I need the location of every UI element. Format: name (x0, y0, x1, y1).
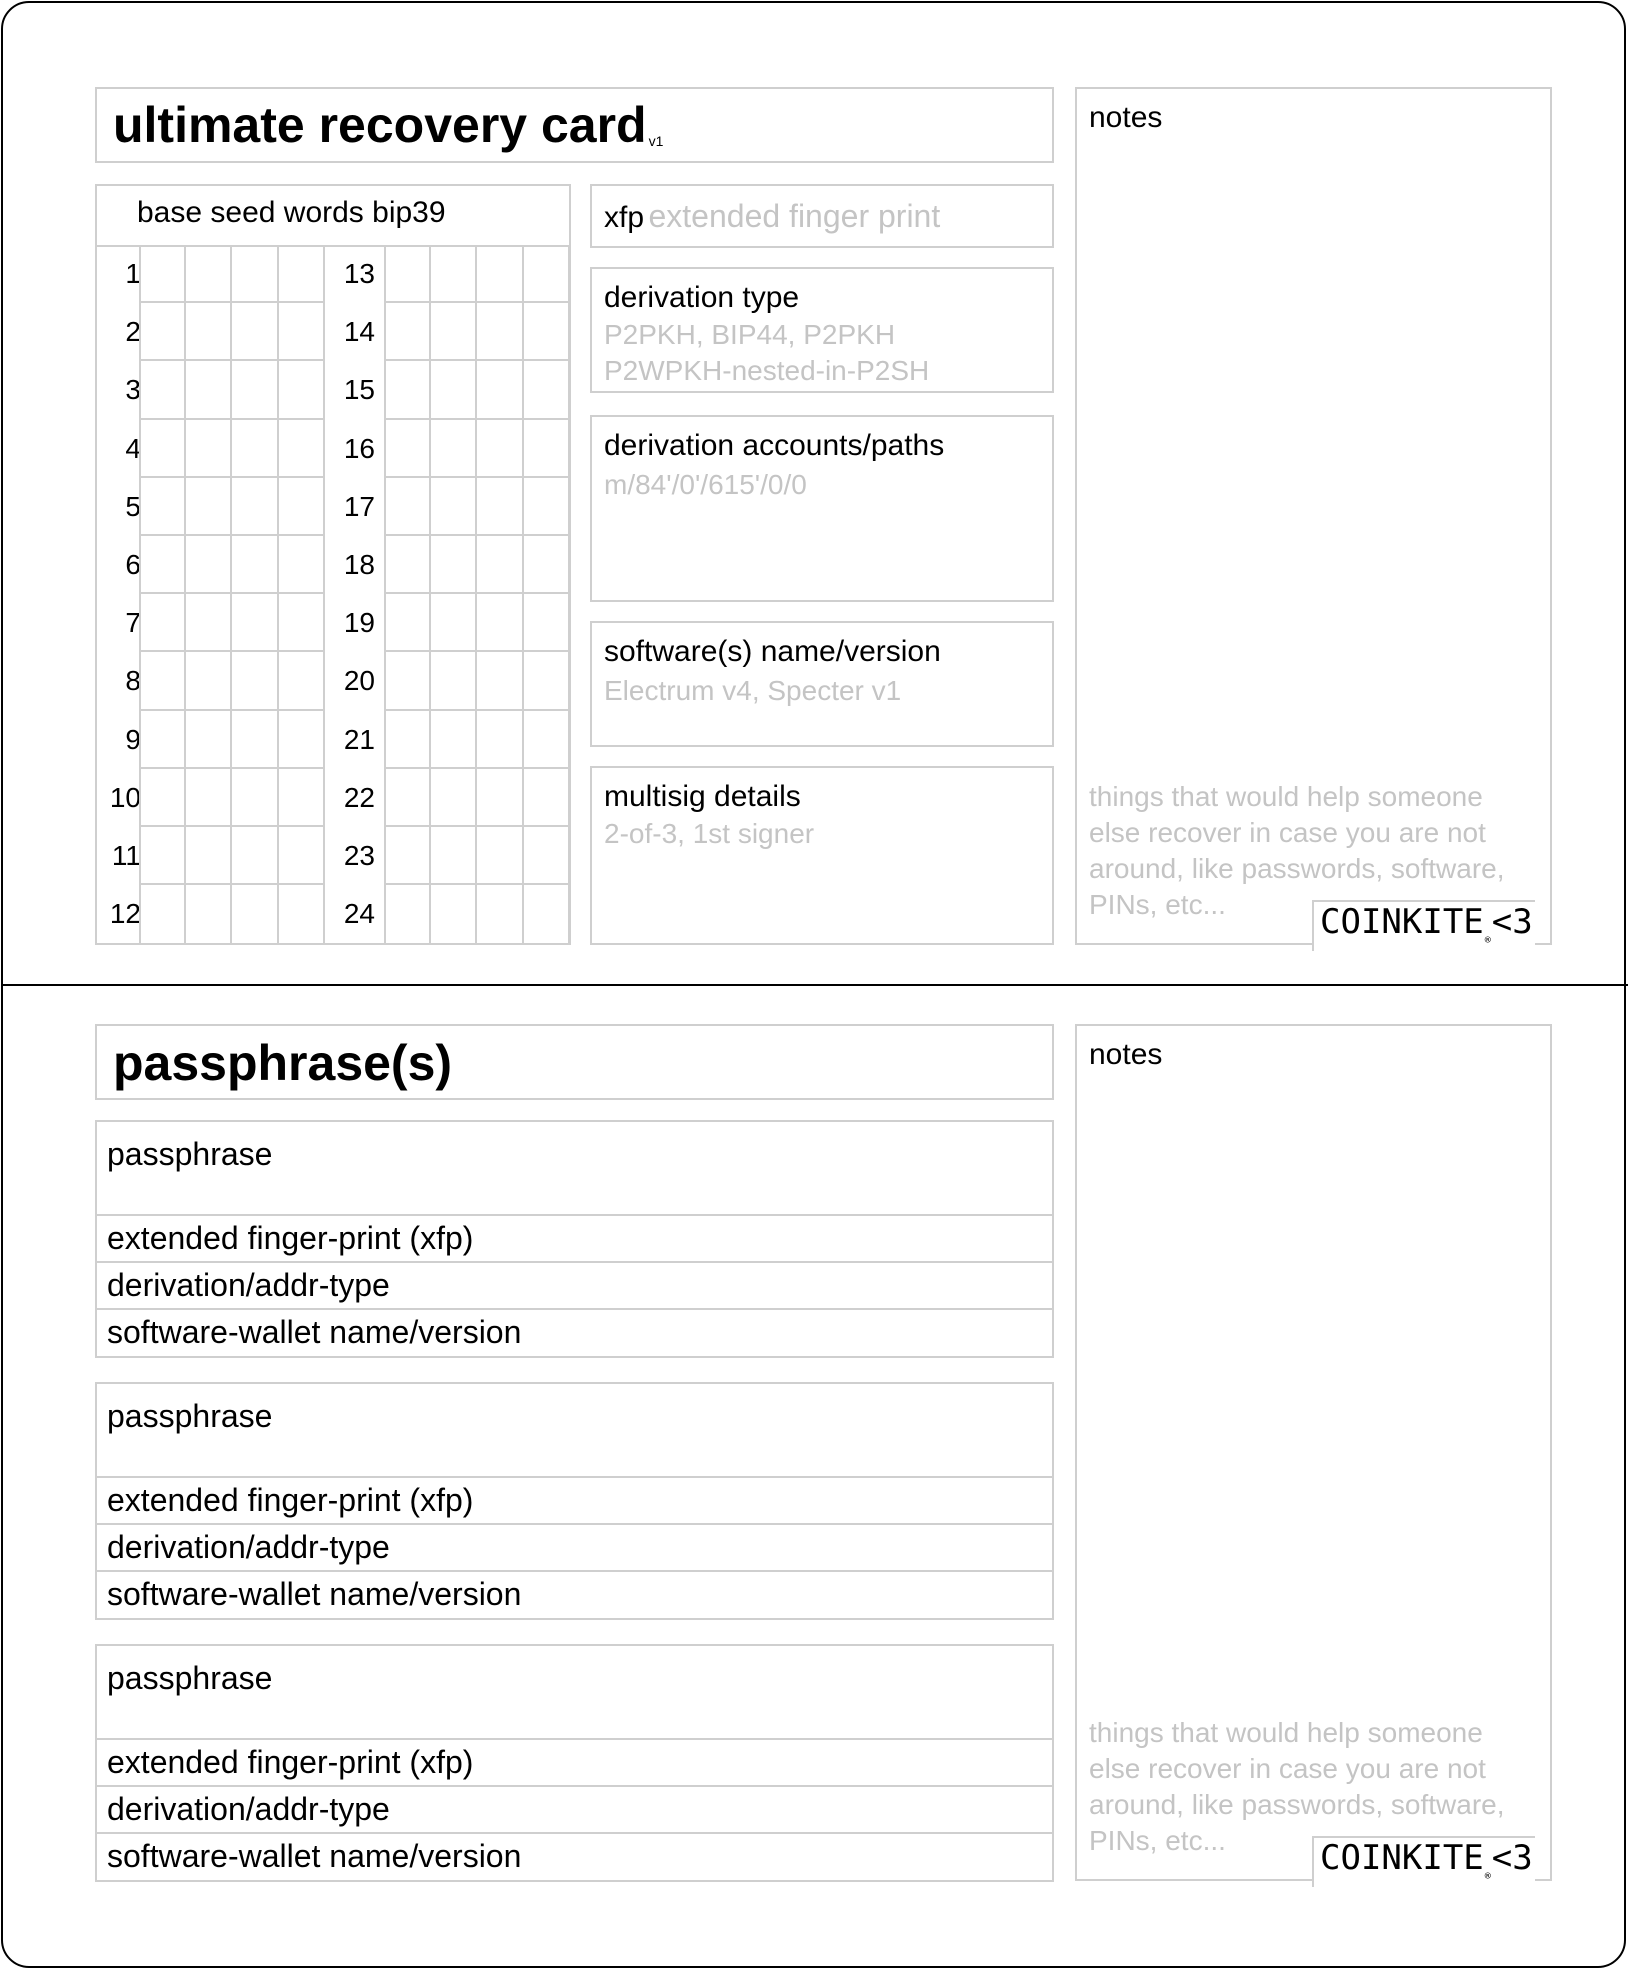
derivation-row[interactable]: derivation/addr-type (97, 1523, 1052, 1571)
derivation-row[interactable]: derivation/addr-type (97, 1261, 1052, 1309)
seed-word-cell[interactable] (477, 594, 524, 652)
seed-word-number: 16 (343, 432, 375, 464)
multisig-box (590, 766, 1054, 945)
coinkite-logo-bottom (1312, 1836, 1535, 1887)
seed-word-number: 2 (125, 316, 141, 348)
seed-word-cell[interactable] (279, 769, 326, 827)
seed-word-number: 1 (125, 258, 141, 289)
seed-word-cell[interactable] (384, 478, 431, 536)
seed-word-cell[interactable] (186, 536, 233, 594)
seed-word-cell[interactable] (232, 420, 279, 478)
seed-word-cell[interactable] (186, 827, 233, 885)
coinkite-logo-top (1312, 900, 1535, 951)
seed-word-cell[interactable] (431, 652, 478, 710)
seed-word-cell[interactable] (139, 885, 186, 943)
seed-word-cell[interactable] (186, 594, 233, 652)
seed-word-cell[interactable] (139, 827, 186, 885)
seed-word-cell[interactable] (232, 769, 279, 827)
seed-word-cell[interactable] (431, 361, 478, 419)
xfp-row[interactable]: extended finger-print (xfp) (97, 1476, 1052, 1524)
notes-hint-bottom-3: around, like passwords, software, (1089, 1789, 1505, 1820)
seed-word-cell[interactable] (524, 769, 571, 827)
seed-word-cell[interactable] (139, 303, 186, 361)
seed-word-cell[interactable] (232, 827, 279, 885)
card-version: v1 (648, 133, 664, 149)
card-title-text: ultimate recovery card (113, 97, 647, 153)
seed-word-cell[interactable] (139, 478, 186, 536)
seed-word-cell[interactable] (279, 711, 326, 769)
seed-word-cell[interactable] (477, 536, 524, 594)
seed-word-number: 12 (109, 898, 141, 930)
seed-word-cell[interactable] (384, 536, 431, 594)
seed-word-cell[interactable] (431, 711, 478, 769)
seed-word-cell[interactable] (186, 652, 233, 710)
seed-word-cell[interactable] (279, 652, 326, 710)
seed-word-cell[interactable] (279, 594, 326, 652)
derivation-type-label: derivation type (604, 281, 800, 314)
notes-hint-top-3: around, like passwords, software, (1089, 853, 1505, 884)
seed-word-cell[interactable] (279, 885, 326, 943)
seed-word-cell[interactable] (431, 303, 478, 361)
seed-word-cell[interactable] (139, 420, 186, 478)
seed-word-cell[interactable] (139, 711, 186, 769)
notes-box-top[interactable] (1075, 87, 1552, 945)
software-wallet-row[interactable]: software-wallet name/version (97, 1832, 1052, 1880)
seed-word-number: 24 (343, 898, 375, 930)
notes-hint-top-1: things that would help someone (1089, 781, 1483, 812)
seed-word-number: 19 (343, 607, 375, 639)
passphrase-label[interactable]: passphrase (107, 1136, 273, 1172)
derivation-row[interactable]: derivation/addr-type (97, 1785, 1052, 1833)
seed-word-cell[interactable] (431, 594, 478, 652)
seed-word-cell[interactable] (431, 420, 478, 478)
seed-word-cell[interactable] (186, 361, 233, 419)
seed-word-cell[interactable] (232, 885, 279, 943)
passphrase-label[interactable]: passphrase (107, 1398, 273, 1434)
derivation-paths-label: derivation accounts/paths (604, 429, 945, 462)
seed-word-cell[interactable] (384, 594, 431, 652)
card-title (113, 95, 663, 167)
brand-heart-bottom: <3 (1491, 1838, 1533, 1878)
brand-heart-top: <3 (1491, 902, 1533, 942)
seed-word-cell[interactable] (477, 245, 524, 303)
seed-word-cell[interactable] (139, 769, 186, 827)
seed-word-cell[interactable] (279, 303, 326, 361)
seed-word-cell[interactable] (524, 885, 571, 943)
passphrase-group (95, 1644, 1054, 1882)
notes-hint-top-2: else recover in case you are not (1089, 817, 1486, 848)
fold-divider (1, 984, 1628, 986)
seed-word-number: 9 (125, 723, 141, 755)
seed-word-cell[interactable] (384, 245, 431, 303)
seed-word-cell[interactable] (524, 536, 571, 594)
seed-word-number: 7 (125, 607, 141, 639)
seed-word-cell[interactable] (431, 827, 478, 885)
seed-word-cell[interactable] (477, 420, 524, 478)
seed-word-cell[interactable] (524, 245, 571, 303)
software-wallet-row[interactable]: software-wallet name/version (97, 1308, 1052, 1356)
brand-mark-top: ® (1484, 935, 1491, 946)
seed-word-number: 17 (343, 490, 375, 522)
seed-word-cell[interactable] (384, 827, 431, 885)
seed-word-cell[interactable] (384, 361, 431, 419)
seed-word-cell[interactable] (186, 420, 233, 478)
seed-word-cell[interactable] (384, 711, 431, 769)
software-label: software(s) name/version (604, 635, 941, 668)
seed-word-cell[interactable] (232, 652, 279, 710)
seed-word-cell[interactable] (524, 652, 571, 710)
xfp-row[interactable]: extended finger-print (xfp) (97, 1214, 1052, 1262)
card-title-box (95, 87, 1054, 163)
seed-word-cell[interactable] (431, 536, 478, 594)
notes-hint-bottom-1: things that would help someone (1089, 1717, 1483, 1748)
notes-hint-bottom-4: PINs, etc... (1089, 1825, 1226, 1856)
passphrases-title: passphrase(s) (113, 1035, 453, 1091)
seed-word-cell[interactable] (524, 361, 571, 419)
software-wallet-row[interactable]: software-wallet name/version (97, 1570, 1052, 1618)
seed-word-cell[interactable] (524, 827, 571, 885)
seed-word-cell[interactable] (524, 303, 571, 361)
brand-name-top: COINKITE (1320, 902, 1484, 942)
seed-word-number: 4 (125, 432, 141, 464)
seed-word-cell[interactable] (139, 245, 186, 303)
seed-word-cell[interactable] (186, 245, 233, 303)
seed-word-cell[interactable] (431, 769, 478, 827)
passphrases-title-box (95, 1024, 1054, 1100)
seed-word-cell[interactable] (524, 478, 571, 536)
seed-word-cell[interactable] (279, 361, 326, 419)
seed-word-number: 22 (343, 781, 375, 813)
software-hint[interactable]: Electrum v4, Specter v1 (604, 675, 902, 706)
seed-word-number: 14 (343, 316, 375, 348)
seed-word-cell[interactable] (232, 361, 279, 419)
derivation-type-hint-1[interactable]: P2PKH, BIP44, P2PKH (604, 319, 896, 350)
seed-word-number: 13 (343, 258, 375, 289)
seed-word-number: 15 (343, 374, 375, 406)
passphrase-group (95, 1120, 1054, 1358)
seed-word-cell[interactable] (384, 885, 431, 943)
seed-word-cell[interactable] (279, 827, 326, 885)
seed-word-cell[interactable] (279, 478, 326, 536)
xfp-label: xfp (604, 201, 645, 234)
brand-mark-bottom: ® (1484, 1871, 1491, 1882)
seed-word-cell[interactable] (431, 478, 478, 536)
seed-word-cell[interactable] (431, 885, 478, 943)
passphrase-group (95, 1382, 1054, 1620)
seed-word-number: 18 (343, 549, 375, 580)
seed-words-box (95, 184, 571, 945)
derivation-paths-hint[interactable]: m/84'/0'/615'/0/0 (604, 469, 807, 500)
seed-word-cell[interactable] (279, 536, 326, 594)
seed-word-cell[interactable] (232, 478, 279, 536)
seed-word-cell[interactable] (139, 594, 186, 652)
derivation-paths-box (590, 415, 1054, 602)
derivation-type-box (590, 267, 1054, 393)
seed-word-cell[interactable] (384, 652, 431, 710)
seed-word-cell[interactable] (477, 769, 524, 827)
software-box (590, 621, 1054, 747)
notes-hint-top-4: PINs, etc... (1089, 889, 1226, 920)
seed-word-cell[interactable] (232, 245, 279, 303)
notes-hint-bottom-2: else recover in case you are not (1089, 1753, 1486, 1784)
seed-word-cell[interactable] (524, 594, 571, 652)
seed-word-cell[interactable] (232, 594, 279, 652)
seed-word-cell[interactable] (524, 711, 571, 769)
seed-word-cell[interactable] (477, 652, 524, 710)
seed-word-number: 3 (125, 374, 141, 406)
seed-word-cell[interactable] (384, 303, 431, 361)
seed-word-number: 20 (343, 665, 375, 697)
seed-word-cell[interactable] (186, 711, 233, 769)
seed-word-cell[interactable] (186, 303, 233, 361)
passphrase-label[interactable]: passphrase (107, 1660, 273, 1696)
seed-word-number: 5 (125, 490, 141, 522)
seed-word-number: 6 (125, 549, 141, 580)
seed-word-cell[interactable] (232, 303, 279, 361)
seed-word-cell[interactable] (477, 303, 524, 361)
seed-word-cell[interactable] (477, 827, 524, 885)
multisig-hint[interactable]: 2-of-3, 1st signer (604, 818, 815, 849)
seed-word-cell[interactable] (477, 361, 524, 419)
multisig-label: multisig details (604, 780, 801, 813)
seed-word-cell[interactable] (186, 769, 233, 827)
seed-word-cell[interactable] (232, 536, 279, 594)
seed-word-cell[interactable] (139, 536, 186, 594)
seed-word-cell[interactable] (524, 420, 571, 478)
brand-name-bottom: COINKITE (1320, 1838, 1484, 1878)
seed-word-number: 10 (109, 781, 141, 813)
xfp-box (590, 184, 1054, 248)
seed-words-heading: base seed words bip39 (137, 196, 446, 229)
xfp-hint[interactable]: extended finger print (648, 198, 941, 234)
seed-word-cell[interactable] (139, 361, 186, 419)
seed-word-cell[interactable] (477, 478, 524, 536)
derivation-type-hint-2[interactable]: P2WPKH-nested-in-P2SH (604, 355, 930, 386)
seed-word-cell[interactable] (279, 420, 326, 478)
seed-word-number: 23 (343, 840, 375, 871)
seed-word-cell[interactable] (279, 245, 326, 303)
seed-word-cell[interactable] (186, 478, 233, 536)
seed-word-cell[interactable] (232, 711, 279, 769)
seed-word-cell[interactable] (477, 711, 524, 769)
notes-label-top: notes (1089, 101, 1163, 134)
notes-label-bottom: notes (1089, 1038, 1163, 1071)
seed-word-cell[interactable] (477, 885, 524, 943)
seed-word-cell[interactable] (186, 885, 233, 943)
seed-word-cell[interactable] (384, 769, 431, 827)
seed-word-cell[interactable] (384, 420, 431, 478)
seed-word-cell[interactable] (139, 652, 186, 710)
seed-word-cell[interactable] (431, 245, 478, 303)
seed-word-number: 21 (343, 723, 375, 755)
xfp-row[interactable]: extended finger-print (xfp) (97, 1738, 1052, 1786)
seed-word-number: 11 (111, 840, 141, 871)
notes-box-bottom[interactable] (1075, 1024, 1552, 1881)
seed-word-number: 8 (125, 665, 141, 697)
